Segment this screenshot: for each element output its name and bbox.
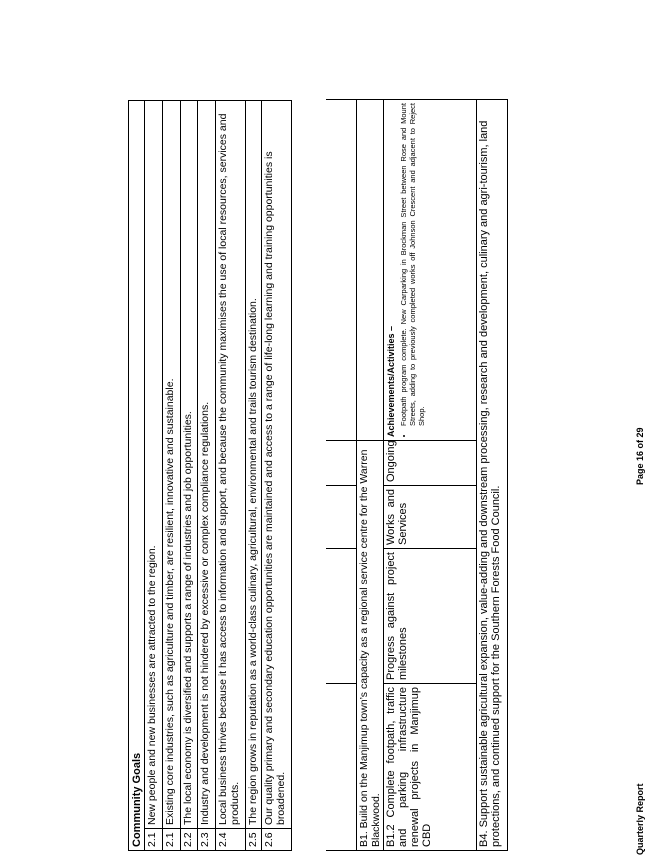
- responsibility: Works and Services: [384, 486, 477, 549]
- footer-page-number: Page 16 of 29: [635, 427, 645, 485]
- strategy-table: [326, 99, 508, 851]
- goal-number: 2.6: [262, 829, 292, 851]
- goal-text: Local business thrives because it has access to information and support, and because the community maximises the use of local resources, services and products.: [216, 101, 246, 829]
- goal-row: [216, 101, 246, 851]
- goal-row: [163, 101, 181, 851]
- goal-number: 2.5: [246, 829, 262, 851]
- community-goals-title: Community Goals: [129, 101, 145, 851]
- goal-row: [181, 101, 198, 851]
- goal-row: [145, 101, 163, 851]
- action-b1-2: B1.2 Complete footpath, traffic and parking infrastructure renewal projects in Manjimup CBD: [384, 684, 477, 851]
- action-row: [384, 100, 477, 851]
- footer-report-title: Quarterly Report: [635, 783, 645, 855]
- goal-row: [246, 101, 262, 851]
- timeframe: Ongoing: [384, 441, 477, 486]
- goal-text: Existing core industries, such as agriculture and timber, are resilient, innovative and sustainable.: [163, 101, 181, 829]
- achievements-list: [399, 103, 426, 437]
- goal-number: 2.4: [216, 829, 246, 851]
- strategy-b1-heading: B1. Build on the Manjimup town’s capacity as a regional service centre for the Warren Blackwood.: [357, 441, 384, 851]
- achievement-item: • Footpath program complete. New Carparking in Brockman Street between Rose and Mount Streets, adding to previously completed works off Johnson Crescent and adjacent to Reject Shop.: [399, 103, 426, 426]
- goal-number: 2.2: [181, 829, 198, 851]
- community-goals-table: [128, 100, 292, 851]
- goal-row: [198, 101, 216, 851]
- goal-number: 2.1: [163, 829, 181, 851]
- goal-number: 2.1: [145, 829, 163, 851]
- achievements-cell: [384, 100, 477, 441]
- table-spacer-row: [326, 100, 357, 851]
- goal-text: The local economy is diversified and supports a range of industries and job opportunities.: [181, 101, 198, 829]
- strategy-b4-heading: B4. Support sustainable agricultural expansion, value-adding and downstream processing, research and development, culinary and agri-tourism, land protections, and continued support for the Southern Forests Food Council.: [477, 100, 508, 851]
- achievements-title: Achievements/Activities –: [386, 325, 396, 437]
- goal-row: [262, 101, 292, 851]
- goal-text: The region grows in reputation as a world-class culinary, agricultural, environmental and trails tourism destination.: [246, 101, 262, 829]
- goal-number: 2.3: [198, 829, 216, 851]
- success-measure: Progress against project milestones: [384, 549, 477, 684]
- goal-text: Industry and development is not hindered by excessive or complex compliance regulations.: [198, 101, 216, 829]
- goal-text: New people and new businesses are attracted to the region.: [145, 101, 163, 829]
- goal-text: Our quality primary and secondary education opportunities are maintained and access to a range of life-long learning and training opportunities is broadened.: [262, 101, 292, 829]
